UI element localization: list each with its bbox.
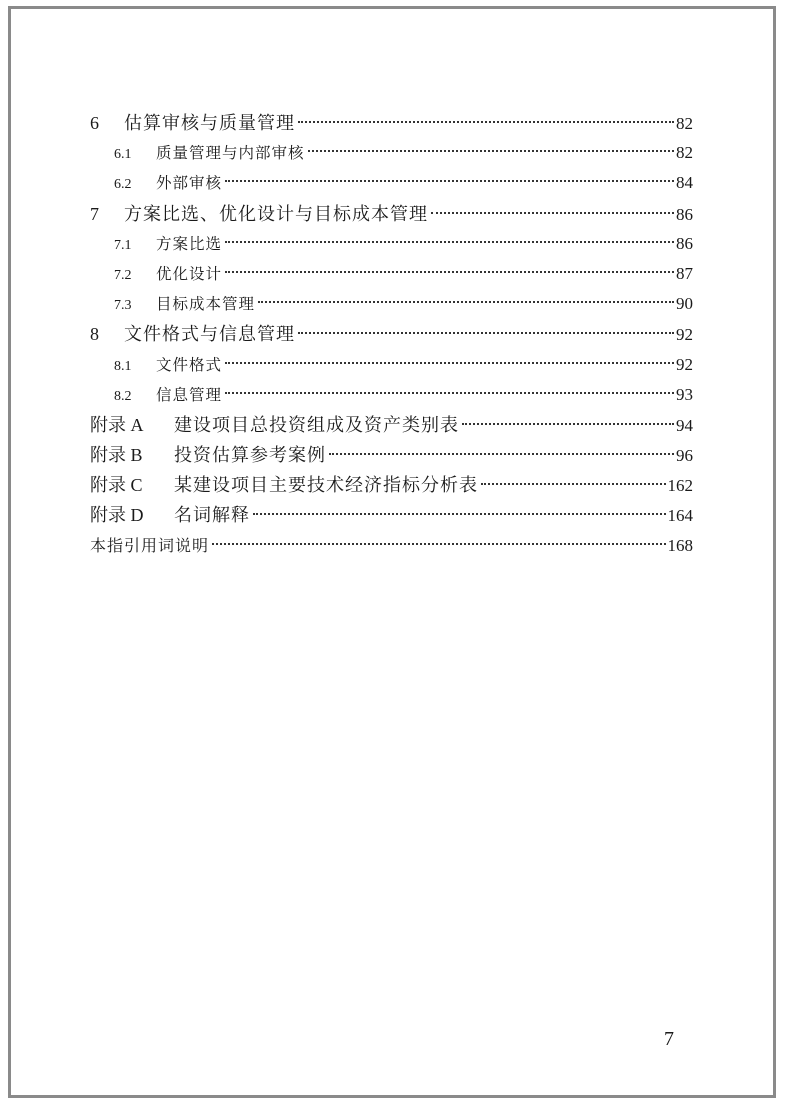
toc-entry-page: 162 — [667, 476, 693, 496]
toc-entry — [90, 108, 693, 138]
toc-entry — [90, 380, 693, 410]
toc-entry-title: 文件格式 — [156, 355, 223, 374]
toc-entry-title: 质量管理与内部审核 — [156, 144, 305, 163]
toc-entry-title: 方案比选 — [156, 234, 223, 253]
toc-entry-page: 86 — [676, 233, 693, 253]
toc-entry-title: 信息管理 — [156, 385, 223, 404]
toc-entry — [90, 259, 693, 289]
toc-entry-page: 92 — [676, 354, 693, 374]
page-number: 7 — [664, 1028, 674, 1050]
toc-entry-page: 94 — [676, 415, 693, 435]
toc-entry — [90, 199, 693, 229]
toc-entry-title: 优化设计 — [156, 264, 223, 283]
toc-entry-number: 附录 D — [90, 505, 144, 526]
toc-entry-number: 6 — [90, 113, 99, 133]
toc-entry-number: 附录 C — [90, 475, 143, 496]
toc-entry-title: 外部审核 — [156, 174, 223, 193]
toc-entry-page: 87 — [676, 263, 693, 283]
toc-entry-page: 168 — [667, 535, 693, 555]
toc-entry-page: 96 — [676, 446, 693, 466]
toc-entry — [90, 319, 693, 349]
toc-entry-title: 目标成本管理 — [156, 295, 256, 314]
toc-entry — [90, 470, 693, 500]
toc-entry — [90, 531, 693, 561]
toc-entry-number: 7.2 — [114, 267, 132, 283]
toc-entry-number: 8 — [90, 324, 99, 345]
toc-entry-number: 8.1 — [114, 358, 132, 374]
toc-entry-number: 7 — [90, 203, 99, 224]
toc-entry-page: 82 — [676, 143, 693, 163]
toc-leader-dots — [329, 453, 674, 455]
toc-entry-page: 93 — [676, 384, 693, 404]
toc-entry — [90, 289, 693, 319]
toc-leader-dots — [253, 513, 666, 515]
toc-entry-page: 84 — [676, 173, 693, 193]
toc-leader-dots — [225, 180, 674, 182]
toc-entry-title: 某建设项目主要技术经济指标分析表 — [174, 475, 478, 497]
toc-entry-page: 90 — [676, 294, 693, 314]
toc-leader-dots — [481, 483, 666, 485]
toc-entry-title: 方案比选、优化设计与目标成本管理 — [124, 203, 428, 225]
toc-leader-dots — [258, 301, 674, 303]
toc-leader-dots — [225, 271, 674, 273]
toc-entry — [90, 138, 693, 168]
toc-leader-dots — [462, 423, 674, 425]
toc-entry-number: 6.2 — [114, 177, 132, 193]
toc-entry-page: 82 — [676, 114, 693, 133]
toc-leader-dots — [225, 241, 674, 243]
toc-entry-page: 164 — [667, 506, 693, 526]
toc-entry-title: 估算审核与质量管理 — [124, 113, 295, 134]
toc-entry — [90, 500, 693, 530]
toc-leader-dots — [308, 150, 674, 152]
toc-entry-page: 86 — [676, 204, 693, 224]
toc-entry — [90, 168, 693, 198]
toc-entry — [90, 410, 693, 440]
toc-entry-number: 8.2 — [114, 388, 132, 404]
toc-entry-title: 本指引用词说明 — [90, 535, 210, 555]
toc-entry — [90, 350, 693, 380]
toc-entry-title: 投资估算参考案例 — [174, 445, 326, 467]
toc-leader-dots — [431, 212, 674, 214]
toc-entry — [90, 229, 693, 259]
toc-entry-number: 7.1 — [114, 237, 132, 253]
toc-leader-dots — [298, 121, 674, 123]
toc-entry-page: 92 — [676, 325, 693, 345]
toc-entry-title: 文件格式与信息管理 — [124, 324, 295, 346]
toc-entry-number: 附录 B — [90, 445, 143, 466]
toc-entry-title: 建设项目总投资组成及资产类别表 — [174, 414, 459, 436]
toc-entry-number: 7.3 — [114, 298, 132, 314]
table-of-contents — [90, 108, 693, 561]
toc-leader-dots — [225, 392, 674, 394]
toc-entry — [90, 440, 693, 470]
toc-leader-dots — [298, 332, 674, 334]
toc-entry-number: 附录 A — [90, 414, 144, 435]
toc-leader-dots — [225, 362, 674, 364]
toc-leader-dots — [212, 543, 665, 545]
toc-entry-number: 6.1 — [114, 147, 132, 163]
toc-entry-title: 名词解释 — [174, 505, 250, 527]
